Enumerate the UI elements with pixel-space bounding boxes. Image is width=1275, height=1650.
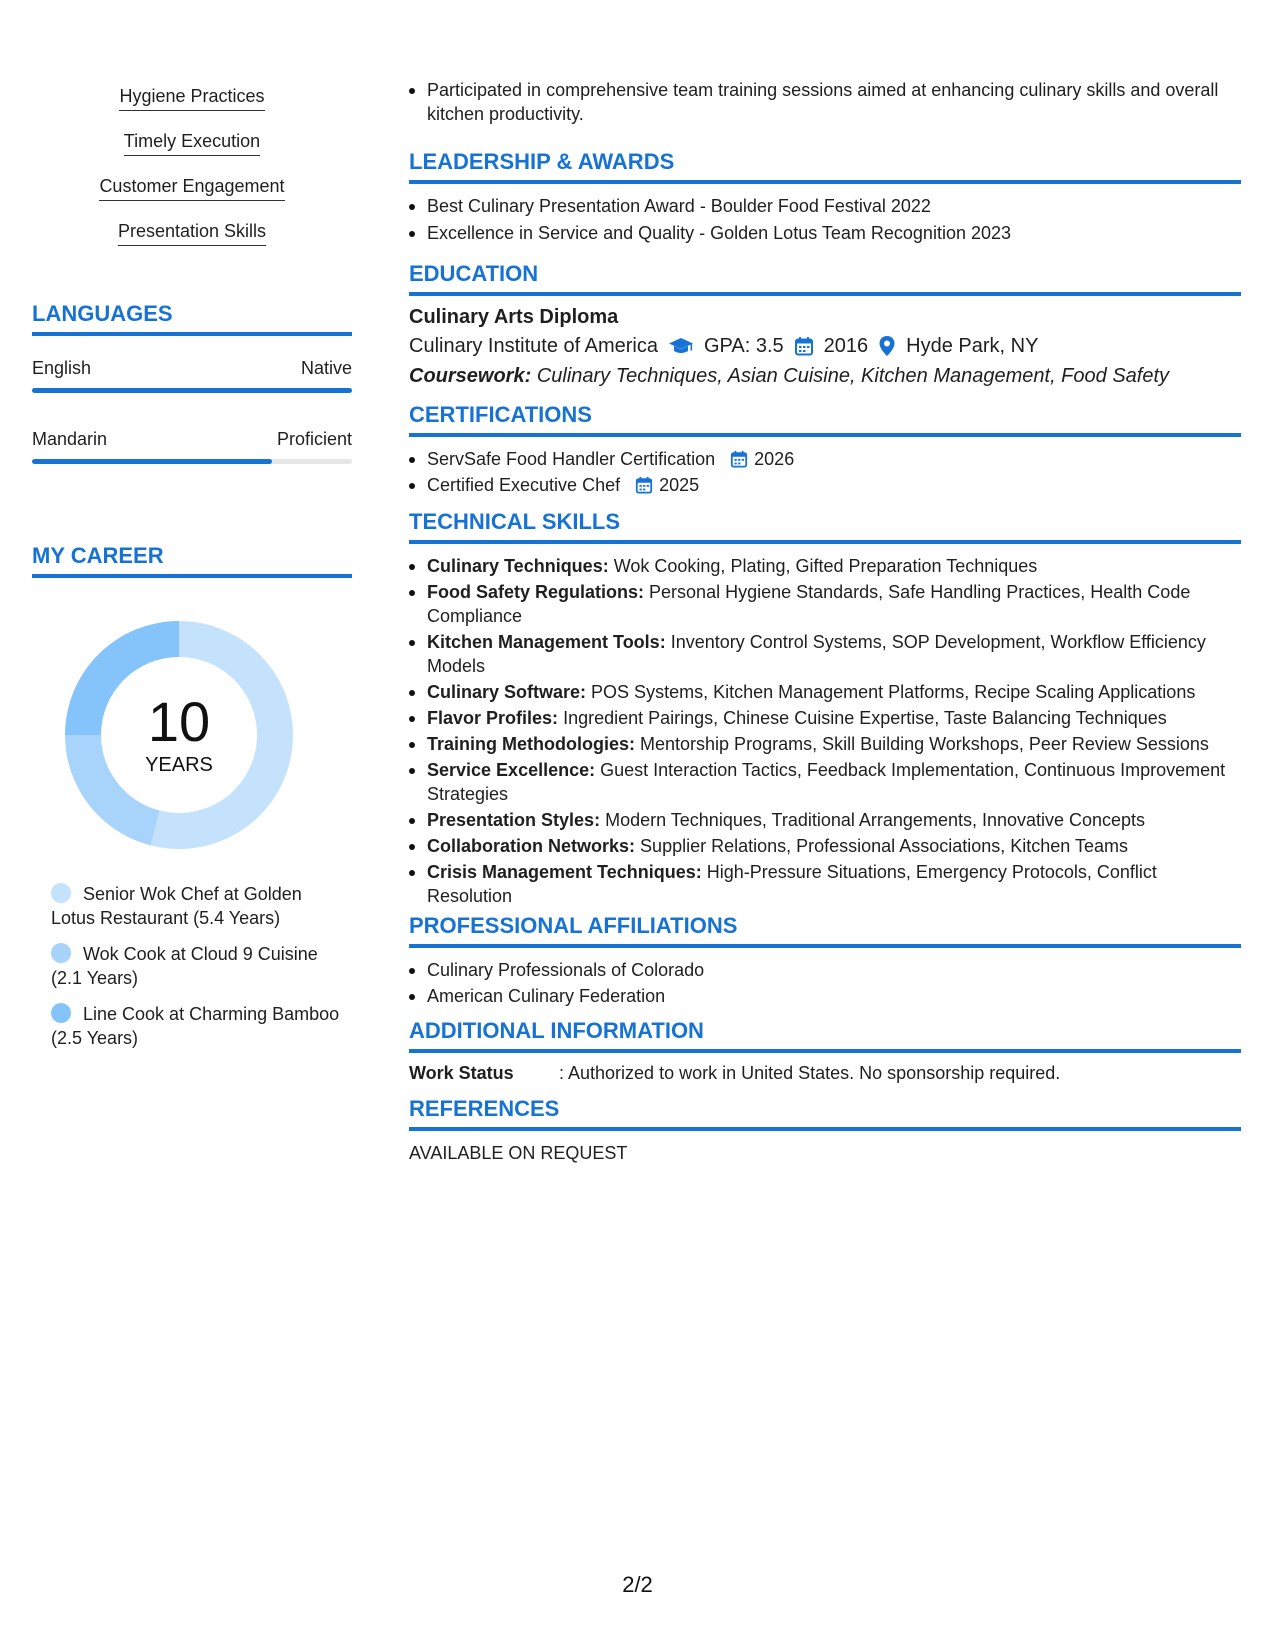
calendar-icon — [635, 476, 653, 494]
skill-category: Culinary Software: — [427, 682, 587, 702]
skill-category: Food Safety Regulations: — [427, 582, 645, 602]
language-name: Mandarin — [32, 429, 108, 449]
location-pin-icon — [878, 335, 896, 357]
language-name: English — [32, 358, 92, 378]
skill-details: Wok Cooking, Plating, Gifted Preparation Techniques — [613, 556, 1038, 576]
career-role-label: Wok Cook at Cloud 9 Cuisine (2.1 Years) — [51, 944, 318, 988]
career-legend-item — [51, 942, 341, 990]
leadership-title: LEADERSHIP & AWARDS — [409, 149, 675, 174]
career-legend-item — [51, 882, 341, 930]
skill-chip: Timely Execution — [124, 129, 260, 156]
section-rule — [409, 1049, 1241, 1053]
section-rule — [409, 433, 1241, 437]
certification-name: ServSafe Food Handler Certification — [427, 449, 716, 469]
languages-title: LANGUAGES — [32, 301, 173, 326]
skill-details: High-Pressure Situations, Emergency Protocols, Conflict Resolution — [427, 862, 1157, 906]
language-level-fill — [32, 459, 272, 464]
language-level-fill — [32, 388, 352, 393]
references-section — [409, 1095, 1241, 1165]
legend-dot — [51, 883, 71, 903]
skill-details: POS Systems, Kitchen Management Platforms, Recipe Scaling Applications — [591, 682, 1196, 702]
education-title: EDUCATION — [409, 261, 539, 286]
language-level: Native — [300, 358, 352, 378]
career-section — [32, 542, 352, 1048]
skill-category: Presentation Styles: — [427, 810, 601, 830]
skill-category: Kitchen Management Tools: — [427, 632, 666, 652]
skill-details: Inventory Control Systems, SOP Development, Workflow Efficiency Models — [427, 632, 1206, 676]
technical-skill-item — [409, 630, 1241, 678]
career-title: MY CAREER — [32, 543, 164, 568]
references-text: AVAILABLE ON REQUEST — [409, 1143, 628, 1163]
certification-year: 2025 — [659, 475, 700, 495]
section-rule — [409, 540, 1241, 544]
education-degree: Culinary Arts Diploma — [409, 306, 619, 328]
career-role-label: Senior Wok Chef at Golden Lotus Restaurant (5.4 Years) — [51, 884, 302, 928]
skill-details: Personal Hygiene Standards, Safe Handling Practices, Health Code Compliance — [427, 582, 1191, 626]
skill-details: Guest Interaction Tactics, Feedback Implementation, Continuous Improvement Strategies — [427, 760, 1226, 804]
section-rule — [409, 1127, 1241, 1131]
skill-category: Crisis Management Techniques: — [427, 862, 702, 882]
skill-chip: Presentation Skills — [118, 219, 266, 246]
work-status — [409, 1061, 1241, 1085]
technical-skill-item — [409, 808, 1241, 832]
affiliation-item: American Culinary Federation — [409, 984, 1241, 1008]
skill-chip: Hygiene Practices — [119, 84, 264, 111]
coursework-label: Coursework: — [409, 365, 532, 387]
work-status-label: Work Status — [409, 1063, 514, 1083]
calendar-icon — [794, 336, 814, 356]
affiliation-item: Culinary Professionals of Colorado — [409, 958, 1241, 982]
technical-skill-item — [409, 758, 1241, 806]
section-rule — [409, 180, 1241, 184]
additional-info-title: ADDITIONAL INFORMATION — [409, 1018, 704, 1043]
page-number: 2/2 — [622, 1572, 653, 1597]
technical-skill-item — [409, 554, 1241, 578]
affiliations-title: PROFESSIONAL AFFILIATIONS — [409, 913, 738, 938]
skill-details: Mentorship Programs, Skill Building Workshops, Peer Review Sessions — [640, 734, 1209, 754]
skill-category: Service Excellence: — [427, 760, 596, 780]
certification-item — [409, 447, 1241, 471]
career-legend — [51, 882, 341, 1062]
affiliations-section — [409, 912, 1241, 1008]
education-year: 2016 — [823, 335, 869, 357]
education-details — [409, 332, 1241, 360]
career-donut — [64, 620, 294, 850]
skill-chip: Customer Engagement — [99, 174, 284, 201]
calendar-icon — [730, 450, 748, 468]
career-years-label: YEARS — [145, 754, 213, 776]
education-section — [409, 260, 1241, 390]
technical-skill-item — [409, 680, 1241, 704]
skill-details: Ingredient Pairings, Chinese Cuisine Expertise, Taste Balancing Techniques — [563, 708, 1167, 728]
career-total-years: 10 — [147, 690, 211, 753]
skill-details: Modern Techniques, Traditional Arrangements, Innovative Concepts — [605, 810, 1146, 830]
work-status-value: : Authorized to work in United States. No sponsorship required. — [559, 1063, 1061, 1083]
additional-info-section — [409, 1017, 1241, 1085]
education-school: Culinary Institute of America — [409, 335, 658, 357]
certifications-section — [409, 401, 1241, 497]
skill-category: Collaboration Networks: — [427, 836, 636, 856]
language-level-bar — [32, 459, 352, 464]
certification-name: Certified Executive Chef — [427, 475, 621, 495]
education-gpa: GPA: 3.5 — [704, 335, 784, 357]
skill-list — [32, 84, 352, 264]
languages-section — [32, 300, 352, 464]
language-level-bar — [32, 388, 352, 393]
award-item: Best Culinary Presentation Award - Boulder Food Festival 2022 — [409, 194, 1241, 218]
language-level: Proficient — [276, 429, 352, 449]
skill-category: Flavor Profiles: — [427, 708, 559, 728]
certification-item — [409, 473, 1241, 497]
career-role-label: Line Cook at Charming Bamboo (2.5 Years) — [51, 1004, 340, 1048]
experience-bullet: Participated in comprehensive team training sessions aimed at enhancing culinary skills and overall kitchen productivity. — [409, 78, 1241, 126]
education-coursework — [409, 362, 1241, 390]
technical-skill-item — [409, 706, 1241, 730]
technical-skill-item — [409, 860, 1241, 908]
technical-skills-title: TECHNICAL SKILLS — [409, 509, 621, 534]
section-rule — [409, 292, 1241, 296]
graduation-cap-icon — [668, 336, 694, 356]
career-legend-item — [51, 1002, 341, 1050]
certification-year: 2026 — [754, 449, 795, 469]
technical-skill-item — [409, 834, 1241, 858]
skill-details: Supplier Relations, Professional Associations, Kitchen Teams — [640, 836, 1128, 856]
language-item — [32, 427, 352, 464]
technical-skills-section — [409, 508, 1241, 908]
technical-skill-item — [409, 732, 1241, 756]
leadership-section — [409, 148, 1241, 248]
section-rule — [32, 332, 352, 336]
coursework-text: Culinary Techniques, Asian Cuisine, Kitchen Management, Food Safety — [536, 365, 1170, 387]
references-title: REFERENCES — [409, 1096, 560, 1121]
certifications-title: CERTIFICATIONS — [409, 402, 592, 427]
award-item: Excellence in Service and Quality - Golden Lotus Team Recognition 2023 — [409, 221, 1241, 245]
legend-dot — [51, 1003, 71, 1023]
skill-category: Culinary Techniques: — [427, 556, 609, 576]
language-item — [32, 356, 352, 393]
education-location: Hyde Park, NY — [906, 335, 1039, 357]
technical-skill-item — [409, 580, 1241, 628]
legend-dot — [51, 943, 71, 963]
section-rule — [32, 574, 352, 578]
section-rule — [409, 944, 1241, 948]
skill-category: Training Methodologies: — [427, 734, 635, 754]
experience-continuation — [409, 78, 1241, 126]
